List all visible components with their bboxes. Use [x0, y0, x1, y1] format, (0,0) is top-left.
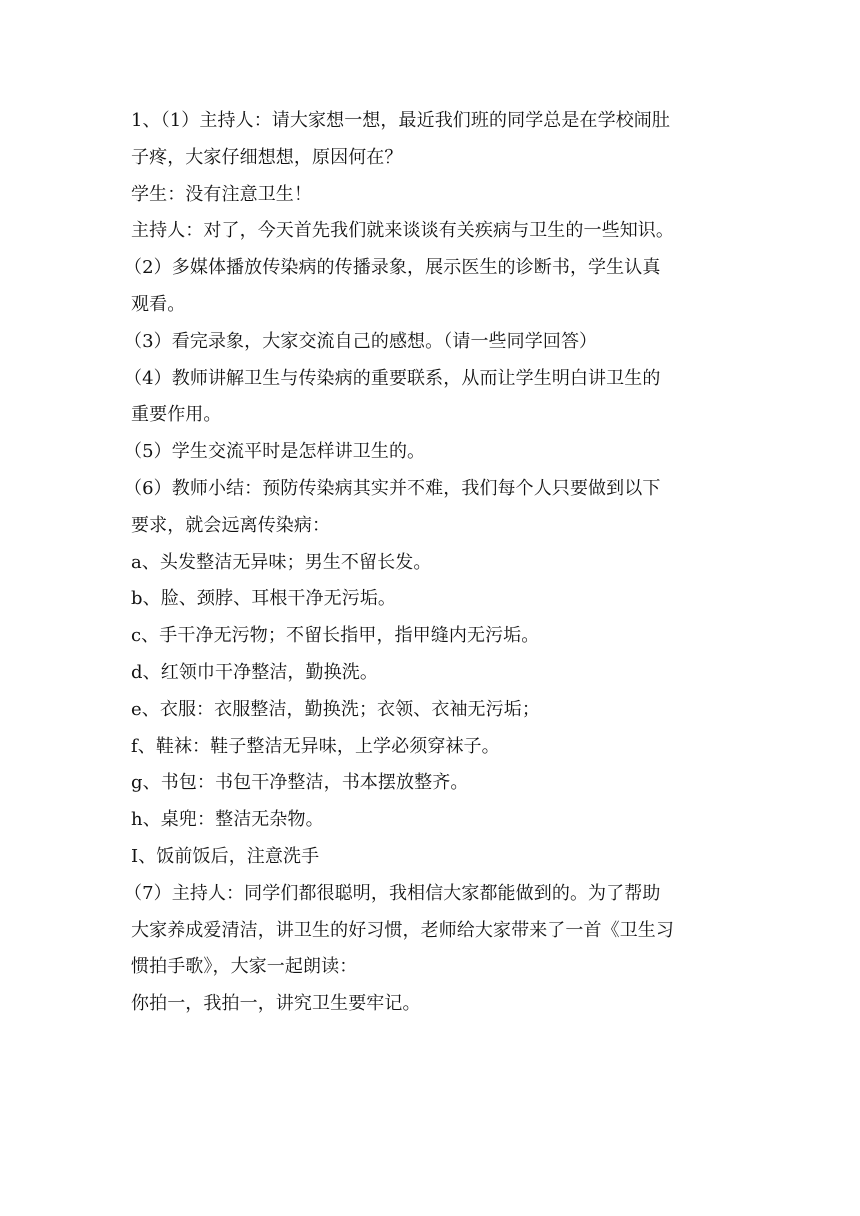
text-line: （7）主持人：同学们都很聪明，我相信大家都能做到的。为了帮助 [124, 882, 661, 904]
text-line: 观看。 [131, 293, 186, 315]
text-line: 大家养成爱清洁，讲卫生的好习惯，老师给大家带来了一首《卫生习 [131, 919, 674, 941]
text-line: 子疼，大家仔细想想，原因何在？ [131, 146, 403, 168]
text-line: 1、（1）主持人：请大家想一想，最近我们班的同学总是在学校闹肚 [131, 110, 671, 131]
list-item: d、红领巾干净整洁，勤换洗。 [131, 661, 378, 683]
list-item: g、书包：书包干净整洁，书本摆放整齐。 [131, 772, 469, 794]
text-line: （2）多媒体播放传染病的传播录象，展示医生的诊断书，学生认真 [124, 257, 661, 279]
list-item: f、鞋袜：鞋子整洁无异味，上学必须穿袜子。 [131, 735, 500, 757]
text-line: （4）教师讲解卫生与传染病的重要联系，从而让学生明白讲卫生的 [124, 367, 661, 389]
text-line: 学生：没有注意卫生！ [131, 183, 312, 205]
list-item: c、手干净无污物；不留长指甲，指甲缝内无污垢。 [131, 625, 540, 647]
list-item: b、脸、颈脖、耳根干净无污垢。 [131, 588, 397, 610]
text-line: （3）看完录象，大家交流自己的感想。（请一些同学回答） [124, 330, 598, 352]
list-item: I、饭前饭后，注意洗手 [131, 845, 320, 867]
text-line: 你拍一，我拍一，讲究卫生要牢记。 [131, 993, 421, 1015]
text-line: 惯拍手歌》，大家一起朗读： [131, 956, 358, 978]
text-line: （6）教师小结：预防传染病其实并不难，我们每个人只要做到以下 [124, 477, 661, 499]
list-item: a、头发整洁无异味；男生不留长发。 [131, 551, 432, 573]
list-item: h、桌兜：整洁无杂物。 [131, 809, 324, 831]
text-line: 要求，就会远离传染病： [131, 514, 331, 536]
text-line: 主持人：对了，今天首先我们就来谈谈有关疾病与卫生的一些知识。 [131, 220, 674, 242]
document-body [124, 103, 731, 1023]
text-line: 重要作用。 [131, 404, 222, 426]
list-item: e、衣服：衣服整洁，勤换洗；衣领、衣袖无污垢； [131, 698, 540, 720]
text-line: （5）学生交流平时是怎样讲卫生的。 [124, 441, 426, 463]
